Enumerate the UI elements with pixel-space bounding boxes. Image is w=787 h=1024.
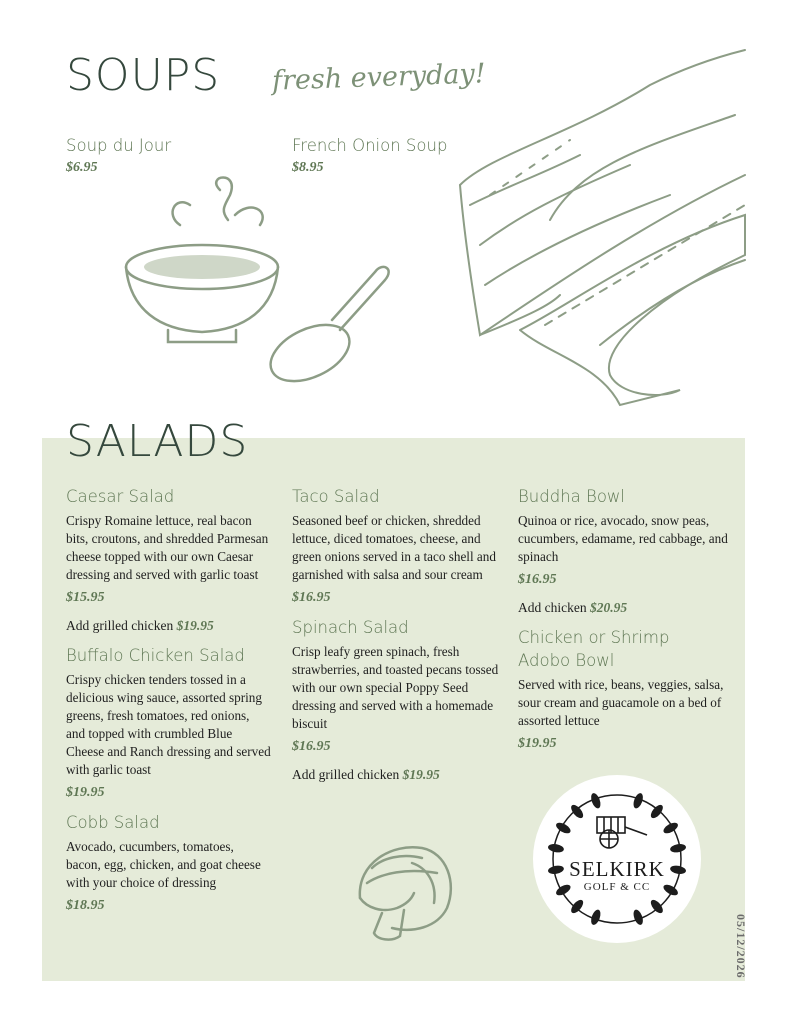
logo-subtitle: GOLF & CC	[583, 881, 651, 893]
adobo-bowl-price: $19.95	[518, 736, 557, 751]
taco-salad-name: Taco Salad	[292, 487, 380, 506]
french-onion-name: French Onion Soup	[292, 136, 448, 155]
spinach-addon-label: Add grilled chicken	[292, 767, 400, 782]
spinach-salad-desc: Crisp leafy green spinach, fresh strawberries, and toasted pecans tossed with our own special Poppy Seed dressing and served with a homemade biscuit	[292, 644, 499, 731]
salads-title: SALADS	[66, 416, 249, 467]
buddha-bowl-price: $16.95	[518, 572, 557, 587]
golf-cart-icon	[589, 813, 649, 851]
spinach-salad-name: Spinach Salad	[292, 618, 409, 637]
buffalo-salad-name: Buffalo Chicken Salad	[66, 646, 245, 665]
menu-date: 05/12/2026	[734, 914, 748, 979]
caesar-addon	[66, 618, 271, 634]
cobb-salad-name: Cobb Salad	[66, 813, 160, 832]
adobo-bowl-desc: Served with rice, beans, veggies, salsa, sour cream and guacamole on a bed of assorted lettuce	[518, 677, 724, 728]
soups-tagline: fresh everyday!	[271, 58, 487, 97]
buddha-addon-price: $20.95	[589, 600, 628, 615]
caesar-addon-label: Add grilled chicken	[66, 618, 174, 633]
buddha-addon-label: Add chicken	[518, 600, 587, 615]
salads-column-1	[66, 485, 271, 914]
caesar-salad-name: Caesar Salad	[66, 487, 175, 506]
buddha-addon	[518, 600, 728, 616]
adobo-bowl-name-line1: Chicken or Shrimp	[518, 628, 670, 647]
taco-salad-desc: Seasoned beef or chicken, shredded lettuce, diced tomatoes, cheese, and green onions served in a taco shell and garnished with salsa and sour cream	[292, 513, 496, 582]
caesar-addon-price: $19.95	[176, 618, 214, 633]
buffalo-salad-price: $19.95	[66, 785, 105, 800]
adobo-bowl-name	[518, 626, 728, 672]
cobb-salad-desc: Avocado, cucumbers, tomatoes, bacon, egg, chicken, and goat cheese with your choice of dressing	[66, 839, 261, 890]
adobo-bowl-name-line2: Adobo Bowl	[518, 651, 615, 670]
napkin-illustration	[450, 45, 750, 415]
spinach-salad-price: $16.95	[292, 739, 331, 754]
buffalo-salad-desc: Crispy chicken tenders tossed in a delicious wing sauce, assorted spring greens, fresh tomatoes, red onions, and topped with crumbled Blue Cheese and Ranch dressing and served with garlic toast	[66, 672, 271, 777]
taco-salad-price: $16.95	[292, 590, 331, 605]
spinach-addon	[292, 767, 500, 783]
soup-du-jour-price: $6.95	[66, 160, 98, 175]
soup-du-jour-name: Soup du Jour	[66, 136, 172, 155]
salads-column-2	[292, 485, 500, 783]
caesar-salad-price: $15.95	[66, 590, 105, 605]
club-logo	[533, 775, 701, 943]
logo-name: SELKIRK	[569, 857, 665, 881]
soup-bowl-illustration	[120, 170, 400, 390]
caesar-salad-desc: Crispy Romaine lettuce, real bacon bits, croutons, and shredded Parmesan cheese topped with our own Caesar dressing and served with garlic toast	[66, 513, 269, 582]
french-onion-price: $8.95	[292, 160, 324, 175]
salads-column-3	[518, 485, 728, 752]
spinach-addon-price: $19.95	[402, 767, 440, 782]
buddha-bowl-name: Buddha Bowl	[518, 487, 626, 506]
cobb-salad-price: $18.95	[66, 898, 105, 913]
soups-title: SOUPS	[66, 50, 221, 101]
buddha-bowl-desc: Quinoa or rice, avocado, snow peas, cucumbers, edamame, red cabbage, and spinach	[518, 513, 728, 564]
mushroom-illustration	[352, 838, 462, 948]
